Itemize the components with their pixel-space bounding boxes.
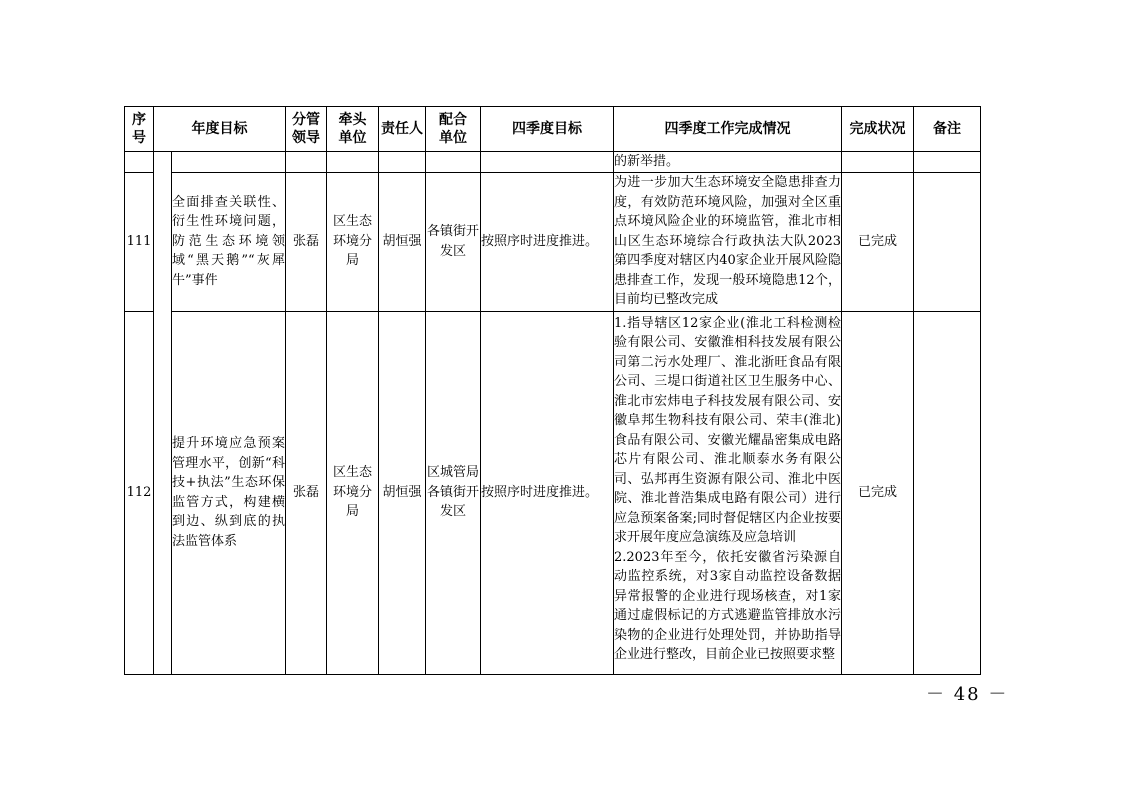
row-q4-progress: 1.指导辖区12家企业(淮北工科检测检验有限公司、安徽淮相科技发展有限公司第二污水处理厂、淮北浙旺食品有限公司、三堤口街道社区卫生服务中心、淮北市宏炜电子科技发展有限公司、安徽阜邦生物科技有限公司、荣丰(淮北)食品有限公司、安徽光耀晶密集成电路芯片有限公司、淮北顺泰水务有限公司、弘邦再生资源有限公司、淮北中医院、淮北普浩集成电路有限公司）进行应急预案备案;同时督促辖区内企业按要求开展年度应急演练及应急培训 2.2023年至今，依托安徽省污染源自动监控系统，对3家自动监控设备数据异常报警的企业进行现场核查，对1家通过虚假标记的方式逃避监管排放水污染物的企业进行处理处罚，并协助指导企业进行整改，目前企业已按照要求整 — [614, 311, 842, 674]
row-q4-goal: 按照序时进度推进。 — [481, 172, 614, 311]
row-remarks — [914, 172, 981, 311]
header-row — [125, 107, 981, 152]
row-seq: 112 — [125, 311, 154, 674]
row-lead-unit: 区生态环境分局 — [327, 311, 379, 674]
row-q4-goal: 按照序时进度推进。 — [481, 311, 614, 674]
header-leader: 分管 领导 — [286, 107, 327, 152]
row-seq: 111 — [125, 172, 154, 311]
header-remarks: 备注 — [914, 107, 981, 152]
table-row — [125, 311, 981, 674]
header-responsible: 责任人 — [379, 107, 426, 152]
row-responsible: 胡恒强 — [379, 172, 426, 311]
header-annual-goal: 年度目标 — [154, 107, 286, 152]
row-remarks — [914, 311, 981, 674]
row-responsible: 胡恒强 — [379, 311, 426, 674]
header-coop-unit: 配合 单位 — [426, 107, 481, 152]
group-spacer-column — [154, 152, 172, 675]
header-q4-goal: 四季度目标 — [481, 107, 614, 152]
row-status: 已完成 — [842, 311, 914, 674]
page-number: － 48 － — [926, 684, 1009, 705]
row-coop-unit: 各镇街开发区 — [426, 172, 481, 311]
row-lead-unit: 区生态环境分局 — [327, 172, 379, 311]
continuation-progress: 的新举措。 — [614, 152, 842, 173]
header-lead-unit: 牵头 单位 — [327, 107, 379, 152]
header-q4-progress: 四季度工作完成情况 — [614, 107, 842, 152]
header-seq: 序 号 — [125, 107, 154, 152]
table-row — [125, 172, 981, 311]
work-progress-table — [124, 106, 981, 675]
row-status: 已完成 — [842, 172, 914, 311]
row-annual-goal: 提升环境应急预案管理水平，创新“科技+执法”生态环保监管方式，构建横到边、纵到底的执法监管体系 — [172, 311, 286, 674]
row-annual-goal: 全面排查关联性、衍生性环境问题，防范生态环境领域“黑天鹅”“灰犀牛”事件 — [172, 172, 286, 311]
row-leader: 张磊 — [286, 311, 327, 674]
continuation-row — [125, 152, 981, 173]
row-leader: 张磊 — [286, 172, 327, 311]
row-coop-unit: 区城管局各镇街开发区 — [426, 311, 481, 674]
header-status: 完成状况 — [842, 107, 914, 152]
row-q4-progress: 为进一步加大生态环境安全隐患排查力度，有效防范环境风险，加强对全区重点环境风险企业的环境监管，淮北市相山区生态环境综合行政执法大队2023第四季度对辖区内40家企业开展风险隐患排查工作，发现一般环境隐患12个，目前均已整改完成 — [614, 172, 842, 311]
